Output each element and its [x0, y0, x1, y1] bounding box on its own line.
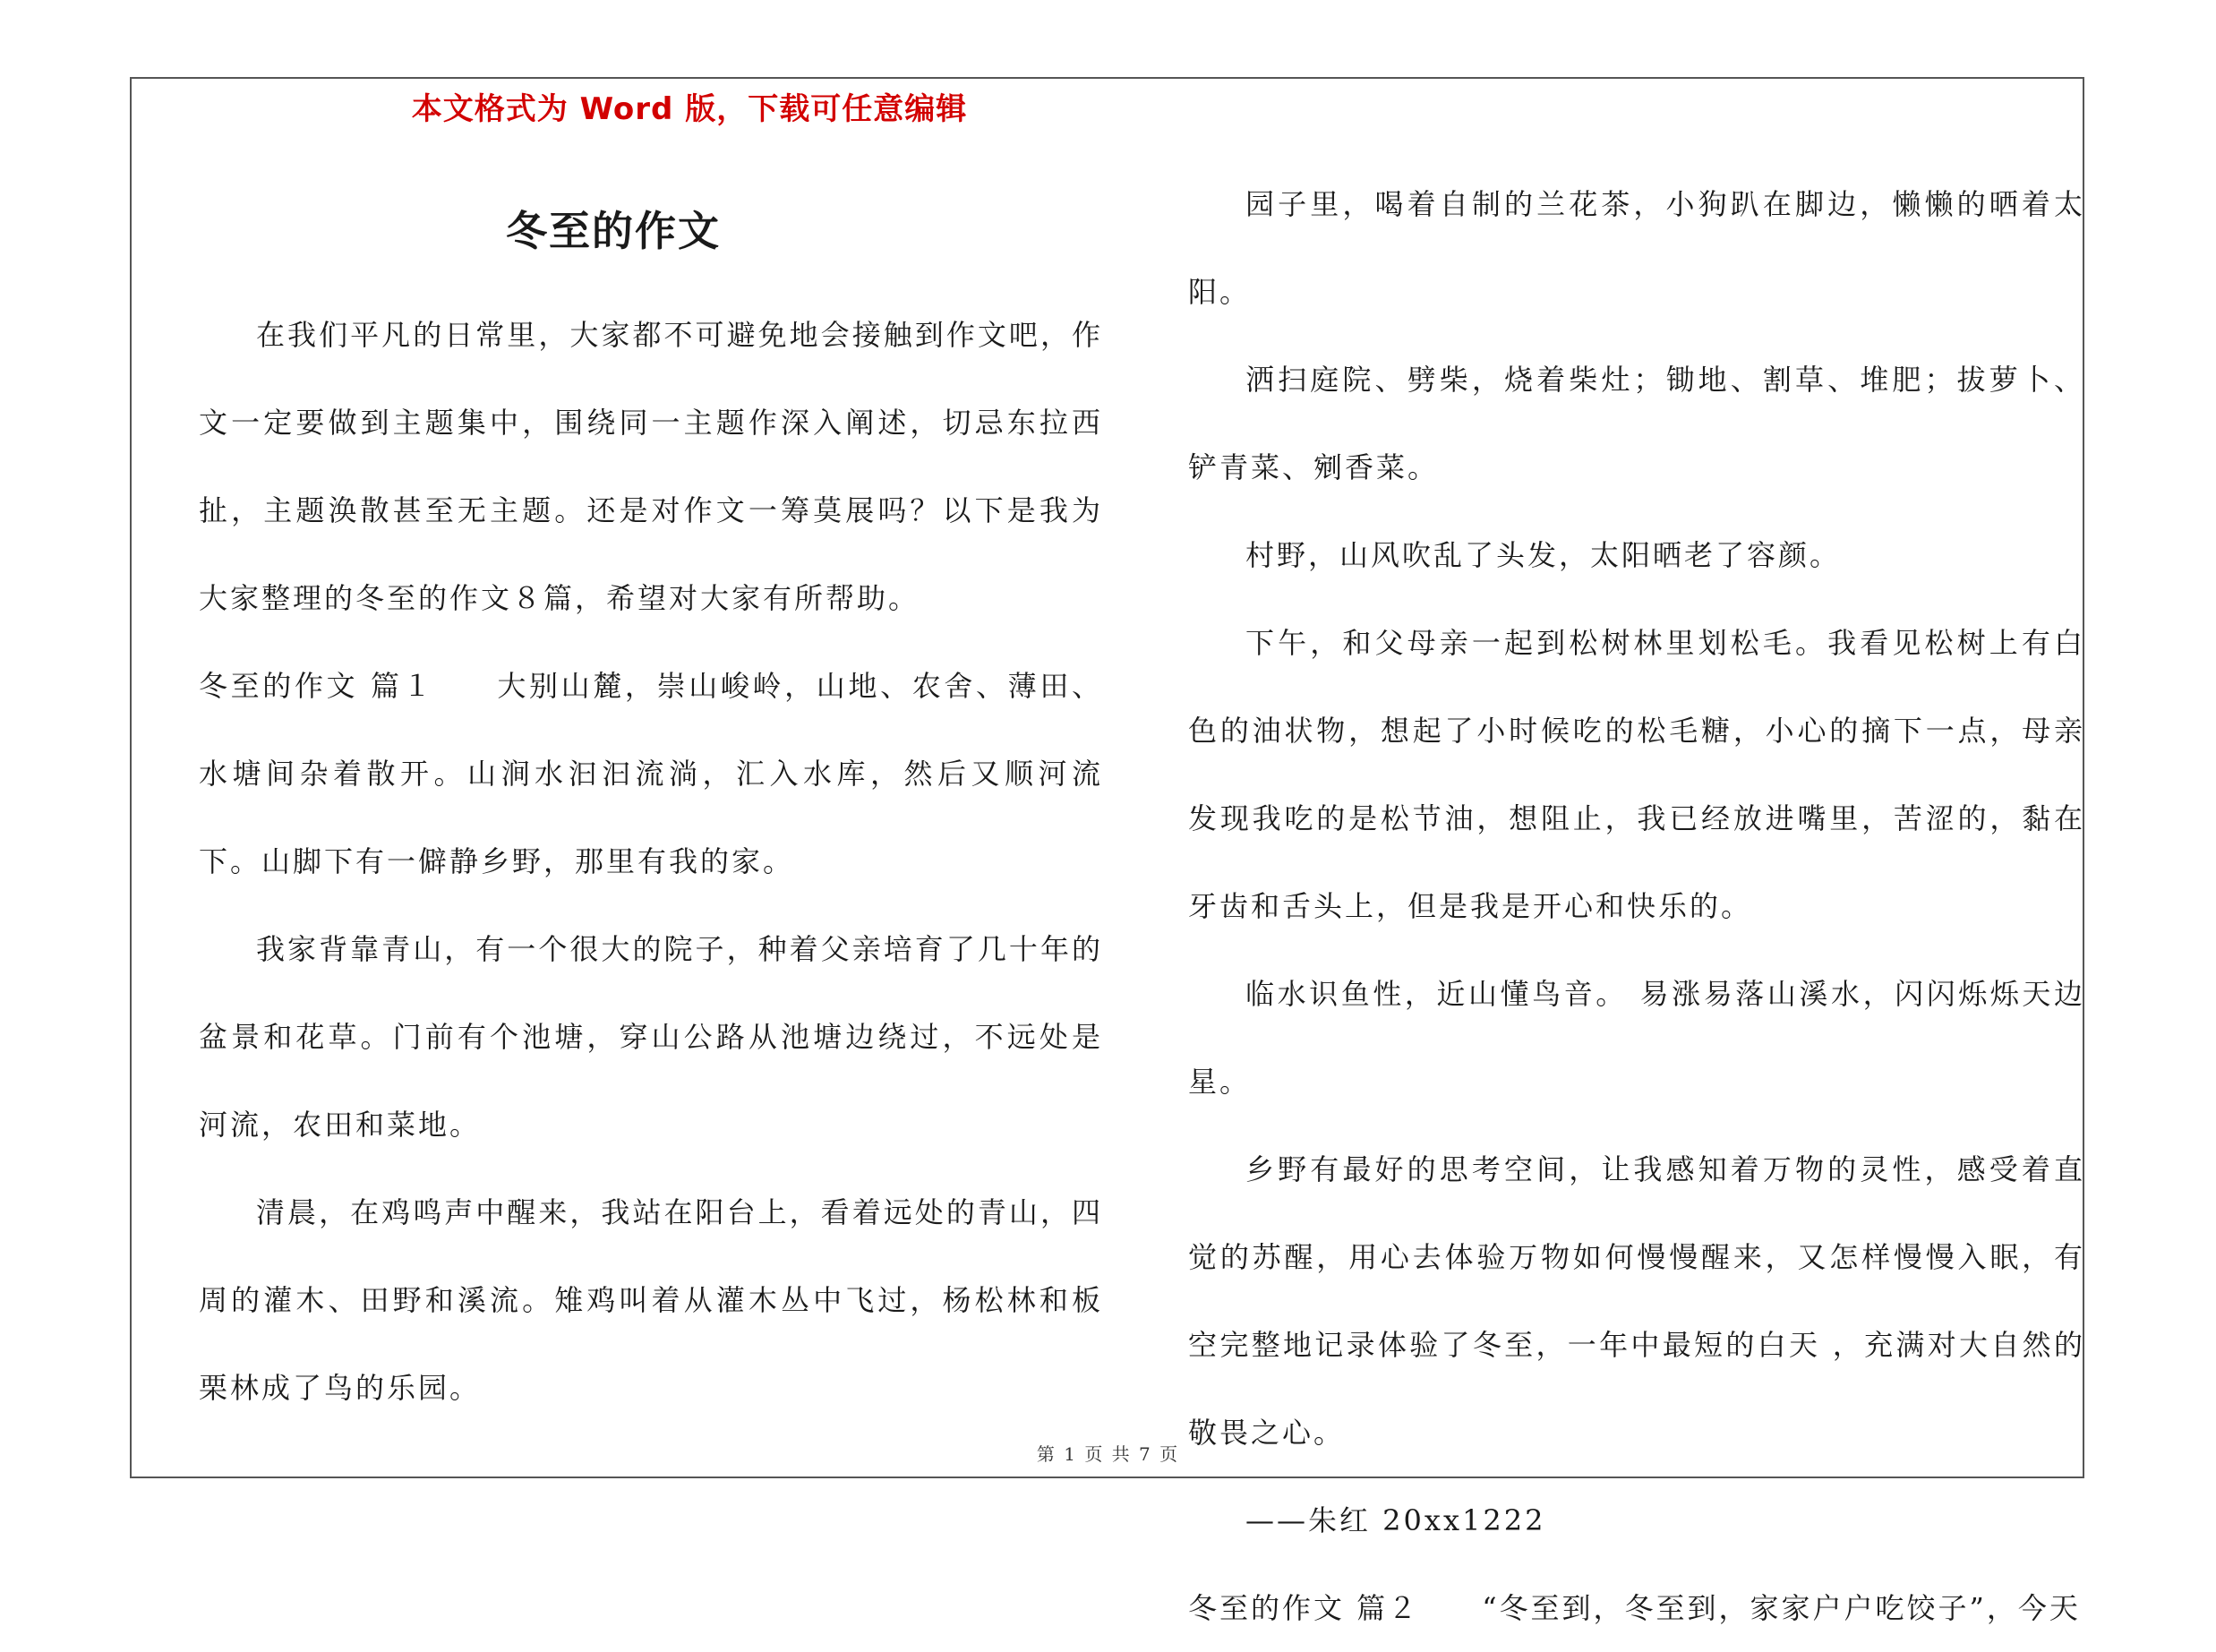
section-2-text: “冬至到，冬至到，家家户户吃饺子”，今天: [1482, 1591, 2081, 1625]
right-column: [1188, 160, 2085, 1652]
signature: ——朱红 20xx1222: [1245, 1503, 1546, 1537]
document-title: 冬至的作文: [506, 207, 721, 255]
paragraph: 园子里，喝着自制的兰花茶，小狗趴在脚边，懒懒的晒着太阳。: [1188, 187, 2085, 309]
paragraph: 乡野有最好的思考空间，让我感知着万物的灵性，感受着直觉的苏醒，用心去体验万物如何慢慢醒来，又怎样慢慢入眠，有空完整地记录体验了冬至，一年中最短的白天 ，充满对大自然的敬畏之心。: [1188, 1152, 2085, 1450]
paragraph: 下午，和父母亲一起到松树林里划松毛。我看见松树上有白色的油状物，想起了小时候吃的松毛糖，小心的摘下一点，母亲发现我吃的是松节油，想阻止，我已经放进嘴里，苦涩的，黏在牙齿和舌头上，但是我是开心和快乐的。: [1188, 626, 2085, 923]
section-2-heading: 冬至的作文 篇２: [1188, 1591, 1420, 1625]
format-banner: 本文格式为 Word 版，下载可任意编辑: [411, 91, 968, 127]
paragraph: 洒扫庭院、劈柴，烧着柴灶；锄地、割草、堆肥；拔萝卜、铲青菜、剜香菜。: [1188, 363, 2085, 484]
section-1-text: 大别山麓，崇山峻岭，山地、农舍、薄田、水塘间杂着散开。山涧水汩汩流淌，汇入水库，然后又顺河流下。山脚下有一僻静乡野，那里有我的家。: [199, 669, 1103, 878]
paragraph: 村野，山风吹乱了头发，太阳晒老了容颜。: [1245, 538, 1842, 572]
section-1-heading: 冬至的作文 篇１: [199, 669, 435, 703]
page-number: 第 1 页 共 7 页: [1036, 1443, 1180, 1465]
paragraph: 清晨，在鸡鸣声中醒来，我站在阳台上，看着远处的青山，四周的灌木、田野和溪流。雉鸡叫着从灌木丛中飞过，杨松林和板栗林成了鸟的乐园。: [199, 1195, 1103, 1405]
left-column: [199, 291, 1103, 1432]
intro-paragraph: 在我们平凡的日常里，大家都不可避免地会接触到作文吧，作文一定要做到主题集中，围绕同一主题作深入阐述，切忌东拉西扯，主题涣散甚至无主题。还是对作文一筹莫展吗？以下是我为大家整理的冬至的作文８篇，希望对大家有所帮助。: [199, 318, 1103, 615]
paragraph: 临水识鱼性，近山懂鸟音。 易涨易落山溪水，闪闪烁烁天边星。: [1188, 977, 2085, 1099]
section-2: [1188, 1564, 2085, 1652]
section-1: [199, 642, 1103, 905]
paragraph: 我家背靠青山，有一个很大的院子，种着父亲培育了几十年的盆景和花草。门前有个池塘，穿山公路从池塘边绕过，不远处是河流，农田和菜地。: [199, 932, 1103, 1142]
